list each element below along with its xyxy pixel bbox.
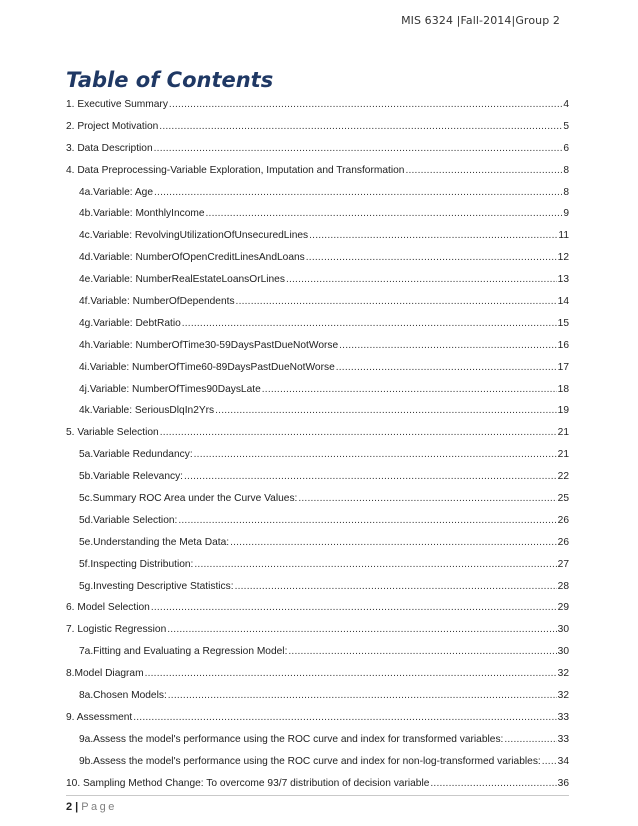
toc-entry[interactable]: [66, 690, 569, 712]
toc-entry[interactable]: [66, 756, 569, 778]
toc-entry[interactable]: [66, 471, 569, 493]
toc-entry[interactable]: [66, 165, 569, 187]
toc-entry-page: 19: [557, 405, 569, 417]
toc-dot-leader: [262, 384, 557, 395]
toc-dot-leader: [194, 449, 557, 460]
toc-dot-leader: [206, 208, 563, 219]
toc-entry[interactable]: [66, 778, 569, 800]
toc-entry[interactable]: [66, 187, 569, 209]
footer-divider: [66, 795, 569, 796]
toc-entry-page: 22: [557, 471, 569, 483]
toc-entry-page: 6: [563, 142, 569, 154]
toc-dot-leader: [336, 362, 557, 373]
toc-entry-label: 5g.Investing Descriptive Statistics:: [79, 580, 234, 592]
toc-entry[interactable]: [66, 427, 569, 449]
toc-dot-leader: [430, 778, 556, 789]
toc-entry-page: 4: [563, 99, 569, 110]
toc-entry-label: 5e.Understanding the Meta Data:: [79, 536, 230, 548]
toc-entry-page: 17: [557, 361, 569, 373]
toc-dot-leader: [151, 602, 557, 613]
page-footer: [66, 801, 117, 813]
toc-entry-label: 5b.Variable Relevancy:: [79, 471, 184, 483]
toc-entry[interactable]: [66, 734, 569, 756]
toc-entry[interactable]: [66, 646, 569, 668]
toc-dot-leader: [154, 187, 562, 198]
toc-entry-label: 4d.Variable: NumberOfOpenCreditLinesAndLoans: [79, 252, 305, 264]
table-of-contents: [66, 99, 569, 800]
toc-entry-page: 33: [557, 733, 569, 745]
footer-page-label: Page: [81, 801, 117, 813]
toc-entry-label: 10. Sampling Method Change: To overcome 93/7 distribution of decision variable: [66, 777, 430, 789]
toc-dot-leader: [178, 515, 556, 526]
toc-entry-page: 5: [563, 120, 569, 132]
toc-dot-leader: [169, 99, 562, 110]
toc-entry-page: 30: [557, 624, 569, 636]
toc-entry[interactable]: [66, 559, 569, 581]
toc-entry-label: 5f.Inspecting Distribution:: [79, 558, 194, 570]
toc-entry-page: 8: [563, 164, 569, 176]
toc-entry-label: 4g.Variable: DebtRatio: [79, 317, 181, 329]
toc-entry[interactable]: [66, 99, 569, 121]
toc-dot-leader: [309, 230, 557, 241]
toc-entry[interactable]: [66, 274, 569, 296]
toc-entry-label: 3. Data Description: [66, 142, 153, 154]
toc-dot-leader: [306, 252, 557, 263]
toc-entry-page: 21: [557, 427, 569, 439]
toc-entry[interactable]: [66, 230, 569, 252]
toc-entry[interactable]: [66, 624, 569, 646]
toc-entry-label: 5d.Variable Selection:: [79, 514, 178, 526]
toc-entry[interactable]: [66, 208, 569, 230]
toc-dot-leader: [235, 581, 557, 592]
toc-entry-page: 16: [557, 339, 569, 351]
toc-dot-leader: [167, 624, 556, 635]
toc-entry[interactable]: [66, 493, 569, 515]
toc-entry-label: 4a.Variable: Age: [79, 186, 154, 198]
toc-entry[interactable]: [66, 537, 569, 559]
toc-dot-leader: [230, 537, 557, 548]
toc-entry-label: 5c.Summary ROC Area under the Curve Values:: [79, 493, 298, 505]
toc-entry-label: 1. Executive Summary: [66, 99, 168, 110]
toc-dot-leader: [154, 143, 563, 154]
toc-dot-leader: [288, 646, 556, 657]
toc-title: Table of Contents: [66, 68, 274, 92]
toc-entry-page: 32: [557, 690, 569, 702]
toc-entry[interactable]: [66, 143, 569, 165]
toc-entry-page: 21: [557, 449, 569, 461]
toc-dot-leader: [133, 712, 556, 723]
toc-entry-page: 32: [557, 668, 569, 680]
toc-entry-label: 9. Assessment: [66, 711, 133, 723]
toc-entry-label: 6. Model Selection: [66, 602, 150, 614]
toc-entry[interactable]: [66, 668, 569, 690]
toc-entry-page: 12: [557, 252, 569, 264]
toc-entry-label: 4b.Variable: MonthlyIncome: [79, 208, 205, 220]
toc-entry-label: 4e.Variable: NumberRealEstateLoansOrLines: [79, 274, 285, 286]
toc-entry[interactable]: [66, 405, 569, 427]
toc-entry-page: 9: [563, 208, 569, 220]
toc-dot-leader: [159, 121, 562, 132]
toc-entry-label: 9b.Assess the model's performance using the ROC curve and index for non-log-transformed variables:: [79, 755, 541, 767]
toc-entry-label: 8a.Chosen Models:: [79, 690, 167, 702]
toc-entry-label: 7a.Fitting and Evaluating a Regression Model:: [79, 646, 288, 658]
toc-entry-page: 25: [557, 493, 569, 505]
toc-entry-label: 4i.Variable: NumberOfTime60-89DaysPastDueNotWorse: [79, 361, 335, 373]
toc-dot-leader: [236, 296, 557, 307]
toc-entry[interactable]: [66, 384, 569, 406]
toc-entry[interactable]: [66, 318, 569, 340]
toc-entry-page: 8: [563, 186, 569, 198]
toc-entry-page: 11: [558, 230, 569, 242]
toc-entry-page: 26: [557, 514, 569, 526]
footer-separator: |: [75, 801, 79, 813]
toc-dot-leader: [182, 318, 557, 329]
toc-entry-page: 26: [557, 536, 569, 548]
toc-dot-leader: [145, 668, 557, 679]
toc-entry[interactable]: [66, 602, 569, 624]
toc-entry-page: 36: [557, 777, 569, 789]
toc-entry-page: 28: [557, 580, 569, 592]
toc-entry[interactable]: [66, 296, 569, 318]
toc-dot-leader: [405, 165, 562, 176]
toc-entry-label: 4f.Variable: NumberOfDependents: [79, 296, 235, 308]
toc-dot-leader: [184, 471, 557, 482]
toc-dot-leader: [215, 405, 557, 416]
toc-entry-label: 8.Model Diagram: [66, 668, 144, 680]
toc-entry-page: 15: [557, 317, 569, 329]
toc-entry-page: 30: [557, 646, 569, 658]
toc-entry-label: 4j.Variable: NumberOfTimes90DaysLate: [79, 383, 261, 395]
toc-entry[interactable]: [66, 362, 569, 384]
toc-entry-label: 5. Variable Selection: [66, 427, 159, 439]
toc-entry-label: 4k.Variable: SeriousDlqIn2Yrs: [79, 405, 215, 417]
page-header: MIS 6324 |Fall-2014|Group 2: [401, 14, 560, 27]
toc-entry-page: 13: [557, 274, 569, 286]
toc-entry[interactable]: [66, 252, 569, 274]
toc-entry-label: 4h.Variable: NumberOfTime30-59DaysPastDueNotWorse: [79, 339, 339, 351]
toc-entry-label: 7. Logistic Regression: [66, 624, 167, 636]
toc-entry-label: 5a.Variable Redundancy:: [79, 449, 193, 461]
toc-entry-page: 18: [557, 383, 569, 395]
toc-entry-label: 4. Data Preprocessing-Variable Exploration, Imputation and Transformation: [66, 164, 405, 176]
toc-dot-leader: [168, 690, 557, 701]
toc-entry-page: 14: [557, 296, 569, 308]
toc-entry[interactable]: [66, 340, 569, 362]
toc-entry-page: 34: [557, 755, 569, 767]
toc-dot-leader: [286, 274, 557, 285]
toc-dot-leader: [298, 493, 556, 504]
toc-dot-leader: [194, 559, 556, 570]
toc-entry-label: 2. Project Motivation: [66, 120, 159, 132]
toc-dot-leader: [339, 340, 557, 351]
toc-entry-page: 27: [557, 558, 569, 570]
toc-entry[interactable]: [66, 712, 569, 734]
toc-entry[interactable]: [66, 515, 569, 537]
toc-dot-leader: [542, 756, 557, 767]
toc-dot-leader: [160, 427, 557, 438]
footer-page-number: 2: [66, 801, 73, 813]
toc-entry-page: 29: [557, 602, 569, 614]
toc-entry[interactable]: [66, 449, 569, 471]
toc-entry[interactable]: [66, 581, 569, 603]
toc-entry-page: 33: [557, 711, 569, 723]
toc-entry-label: 4c.Variable: RevolvingUtilizationOfUnsecuredLines: [79, 230, 309, 242]
toc-dot-leader: [504, 734, 556, 745]
toc-entry-label: 9a.Assess the model's performance using the ROC curve and index for transformed variables:: [79, 733, 504, 745]
toc-entry[interactable]: [66, 121, 569, 143]
